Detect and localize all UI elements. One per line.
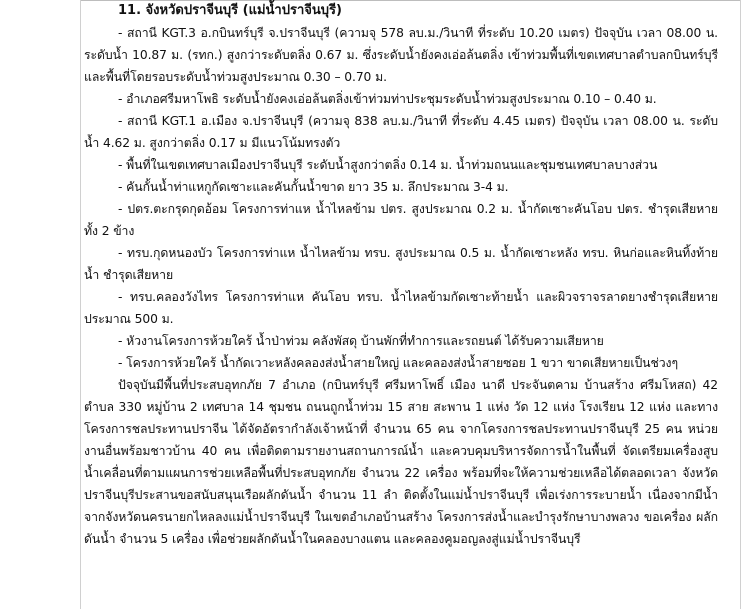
page-right-border [740,0,741,609]
paragraph-kgt1-station: - สถานี KGT.1 อ.เมือง จ.ปราจีนบุรี (ความจุ 838 ลบ.ม./วินาที ที่ระดับ 4.45 เมตร) ปัจจุบัน เวลา 08.00 น. ระดับน้ำ 4.62 ม. สูงกว่าตลิ่ง 0.17 ม มีแนวโน้มทรงตัว [84,114,718,150]
paragraph-kud-nong-bua: - ทรบ.กุดหนองบัว โครงการท่าแห น้ำไหลข้าม ทรบ. สูงประมาณ 0.5 ม. น้ำกัดเซาะหลัง ทรบ. หินก่อและหินทิ้งท้ายน้ำ ชำรุดเสียหาย [84,246,718,282]
paragraph-wang-sai: - ทรบ.คลองวังไทร โครงการท่าแห คันโอบ ทรบ. น้ำไหลข้ามกัดเซาะท้ายน้ำ และผิวจราจรลาดยางชำรุดเสียหายประมาณ 500 ม. [84,290,718,326]
paragraph-summary: ปัจจุบันมีพื้นที่ประสบอุทกภัย 7 อำเภอ (กบินทร์บุรี ศรีมหาโพธิ์ เมือง นาดี ประจันตคาม บ้านสร้าง ศรีมโหสถ) 42 ตำบล 330 หมู่บ้าน 2 เทศบาล 14 ชุมชน ถนนถูกน้ำท่วม 15 สาย สะพาน 1 แห่ง วัด 12 แห่ง โรงเรียน 12 แห่ง และทางโครงการชลประทานปราจีน ได้จัดอัตรากำลังเจ้าหน้าที่ จำนวน 65 คน จากโครงการชลประทานปราจีนบุรี 25 คน หน่วยงานอื่นพร้อมชาวบ้าน 40 คน เพื่อติดตามรายงานสถานการณ์น้ำ และควบคุมบริหารจัดการน้ำในพื้นที่ จัดเตรียมเครื่องสูบน้ำเคลื่อนที่ตามแผนการช่วยเหลือพื้นที่ประสบอุทกภัย จำนวน 22 เครื่อง พร้อมที่จะให้ความช่วยเหลือได้ตลอดเวลา จังหวัดปราจีนบุรีประสานขอสนับสนุนเรือผลักดันน้ำ จำนวน 11 ลำ ติดตั้งในแม่น้ำปราจีนบุรี เพื่อเร่งการระบายน้ำ เนื่องจากมีน้ำจากจังหวัดนครนายกไหลลงแม่น้ำปราจีนบุรี ในเขตอำเภอบ้านสร้าง โครงการส่งน้ำและบำรุงรักษาบางพลวง ขอเครื่อง ผลักดันน้ำ จำนวน 5 เครื่อง เพื่อช่วยผลักดันน้ำในคลองบางแตน และคลองคูมอญลงสู่แม่น้ำปราจีนบุรี [84,378,718,546]
page-left-border [80,0,81,609]
document-body [84,0,718,550]
paragraph-municipality-flood: - พื้นที่ในเขตเทศบาลเมืองปราจีนบุรี ระดับน้ำสูงกว่าตลิ่ง 0.14 ม. น้ำท่วมถนนและชุมชนเทศบาลบางส่วน [118,158,658,172]
paragraph-si-maha-phot: - อำเภอศรีมหาโพธิ ระดับน้ำยังคงเอ่อล้นตลิ่งเข้าท่วมท่าประชุมระดับน้ำท่วมสูงประมาณ 0.10 – 0.40 ม. [118,92,657,106]
paragraph-kgt3-station: - สถานี KGT.3 อ.กบินทร์บุรี จ.ปราจีนบุรี (ความจุ 578 ลบ.ม./วินาที ที่ระดับ 10.20 เมตร) ปัจจุบัน เวลา 08.00 น. ระดับน้ำ 10.87 ม. (รทก.) สูงกว่าระดับตลิ่ง 0.67 ม. ซึ่งระดับน้ำยังคงเอ่อล้นตลิ่ง เข้าท่วมพื้นที่เขตเทศบาลตำบลกบินทร์บุรี และพื้นที่โดยรอบระดับน้ำท่วมสูงประมาณ 0.30 – 0.70 ม. [84,26,718,84]
section-heading: 11. จังหวัดปราจีนบุรี (แม่น้ำปราจีนบุรี) [118,3,342,18]
paragraph-dike-breach: - คันกั้นน้ำท่าแหกูกัดเซาะและคันกั้นน้ำขาด ยาว 35 ม. ลึกประมาณ 3-4 ม. [118,180,509,194]
paragraph-huai-khrai-canal: - โครงการห้วยใคร้ น้ำกัดเวาะหลังคลองส่งน้ำสายใหญ่ และคลองส่งน้ำสายซอย 1 ขวา ขาดเสียหายเป็นช่วงๆ [118,356,678,370]
paragraph-takrut-regulator: - ปตร.ตะกรุดกุดอ้อม โครงการท่าแห น้ำไหลข้าม ปตร. สูงประมาณ 0.2 ม. น้ำกัดเซาะคันโอบ ปตร. ชำรุดเสียหายทั้ง 2 ข้าง [84,202,718,238]
paragraph-huai-khrai-headworks: - หัวงานโครงการห้วยใคร้ น้ำป่าท่วม คลังพัสดุ บ้านพักที่ทำการและรถยนต์ ได้รับความเสียหาย [118,334,604,348]
